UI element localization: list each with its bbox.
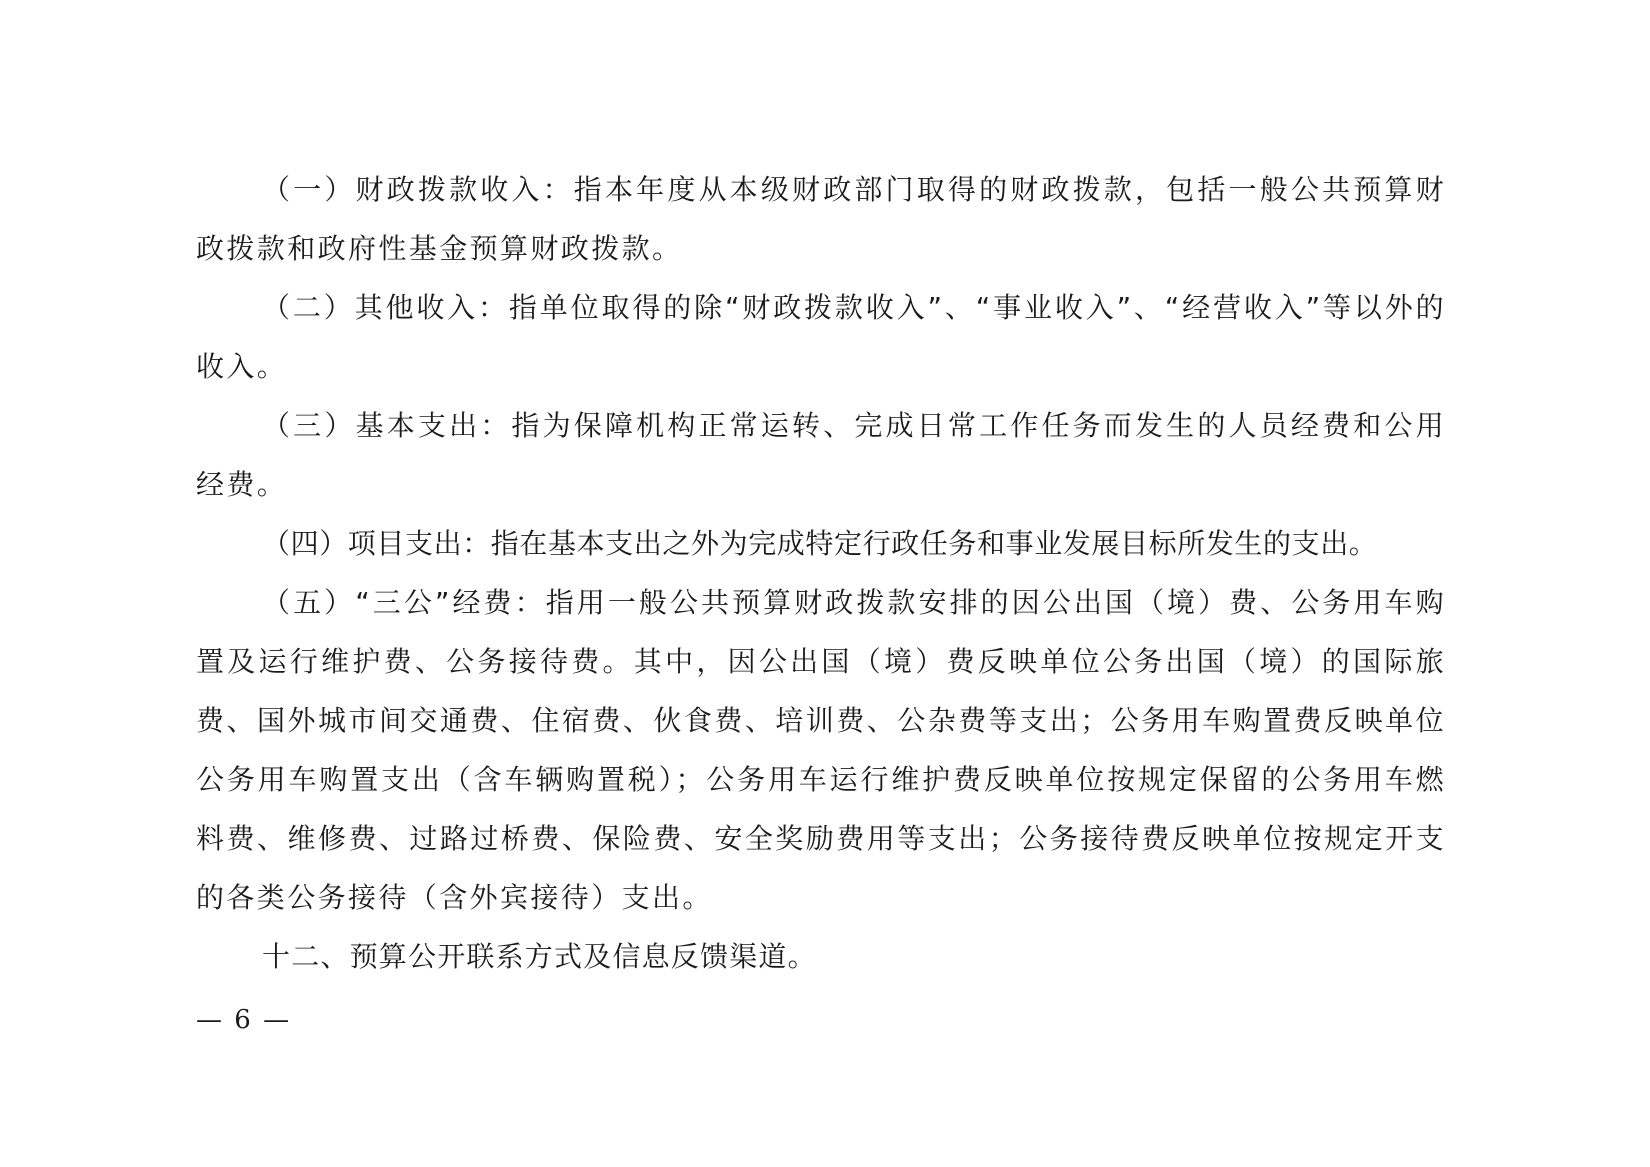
paragraph-section-twelve-heading: 十二、预算公开联系方式及信息反馈渠道。 xyxy=(262,940,817,973)
paragraph-basic-expenditure: （三）基本支出：指为保障机构正常运转、完成日常工作任务而发生的人员经费和公用经费。 xyxy=(196,409,1446,501)
paragraph-project-expenditure: （四）项目支出：指在基本支出之外为完成特定行政任务和事业发展目标所发生的支出。 xyxy=(262,527,1378,560)
body-text xyxy=(196,160,1446,986)
page-number: — 6 — xyxy=(196,1005,292,1035)
paragraph-other-income: （二）其他收入：指单位取得的除“财政拨款收入”、“事业收入”、“经营收入”等以外的收入。 xyxy=(196,291,1446,383)
paragraph-three-public-expenses: （五）“三公”经费：指用一般公共预算财政拨款安排的因公出国（境）费、公务用车购置及运行维护费、公务接待费。其中，因公出国（境）费反映单位公务出国（境）的国际旅费、国外城市间交通费、住宿费、伙食费、培训费、公杂费等支出；公务用车购置费反映单位公务用车购置支出（含车辆购置税）；公务用车运行维护费反映单位按规定保留的公务用车燃料费、维修费、过路过桥费、保险费、安全奖励费用等支出；公务接待费反映单位按规定开支的各类公务接待（含外宾接待）支出。 xyxy=(196,586,1446,914)
paragraph-fiscal-appropriation-income: （一）财政拨款收入：指本年度从本级财政部门取得的财政拨款，包括一般公共预算财政拨款和政府性基金预算财政拨款。 xyxy=(196,173,1446,265)
